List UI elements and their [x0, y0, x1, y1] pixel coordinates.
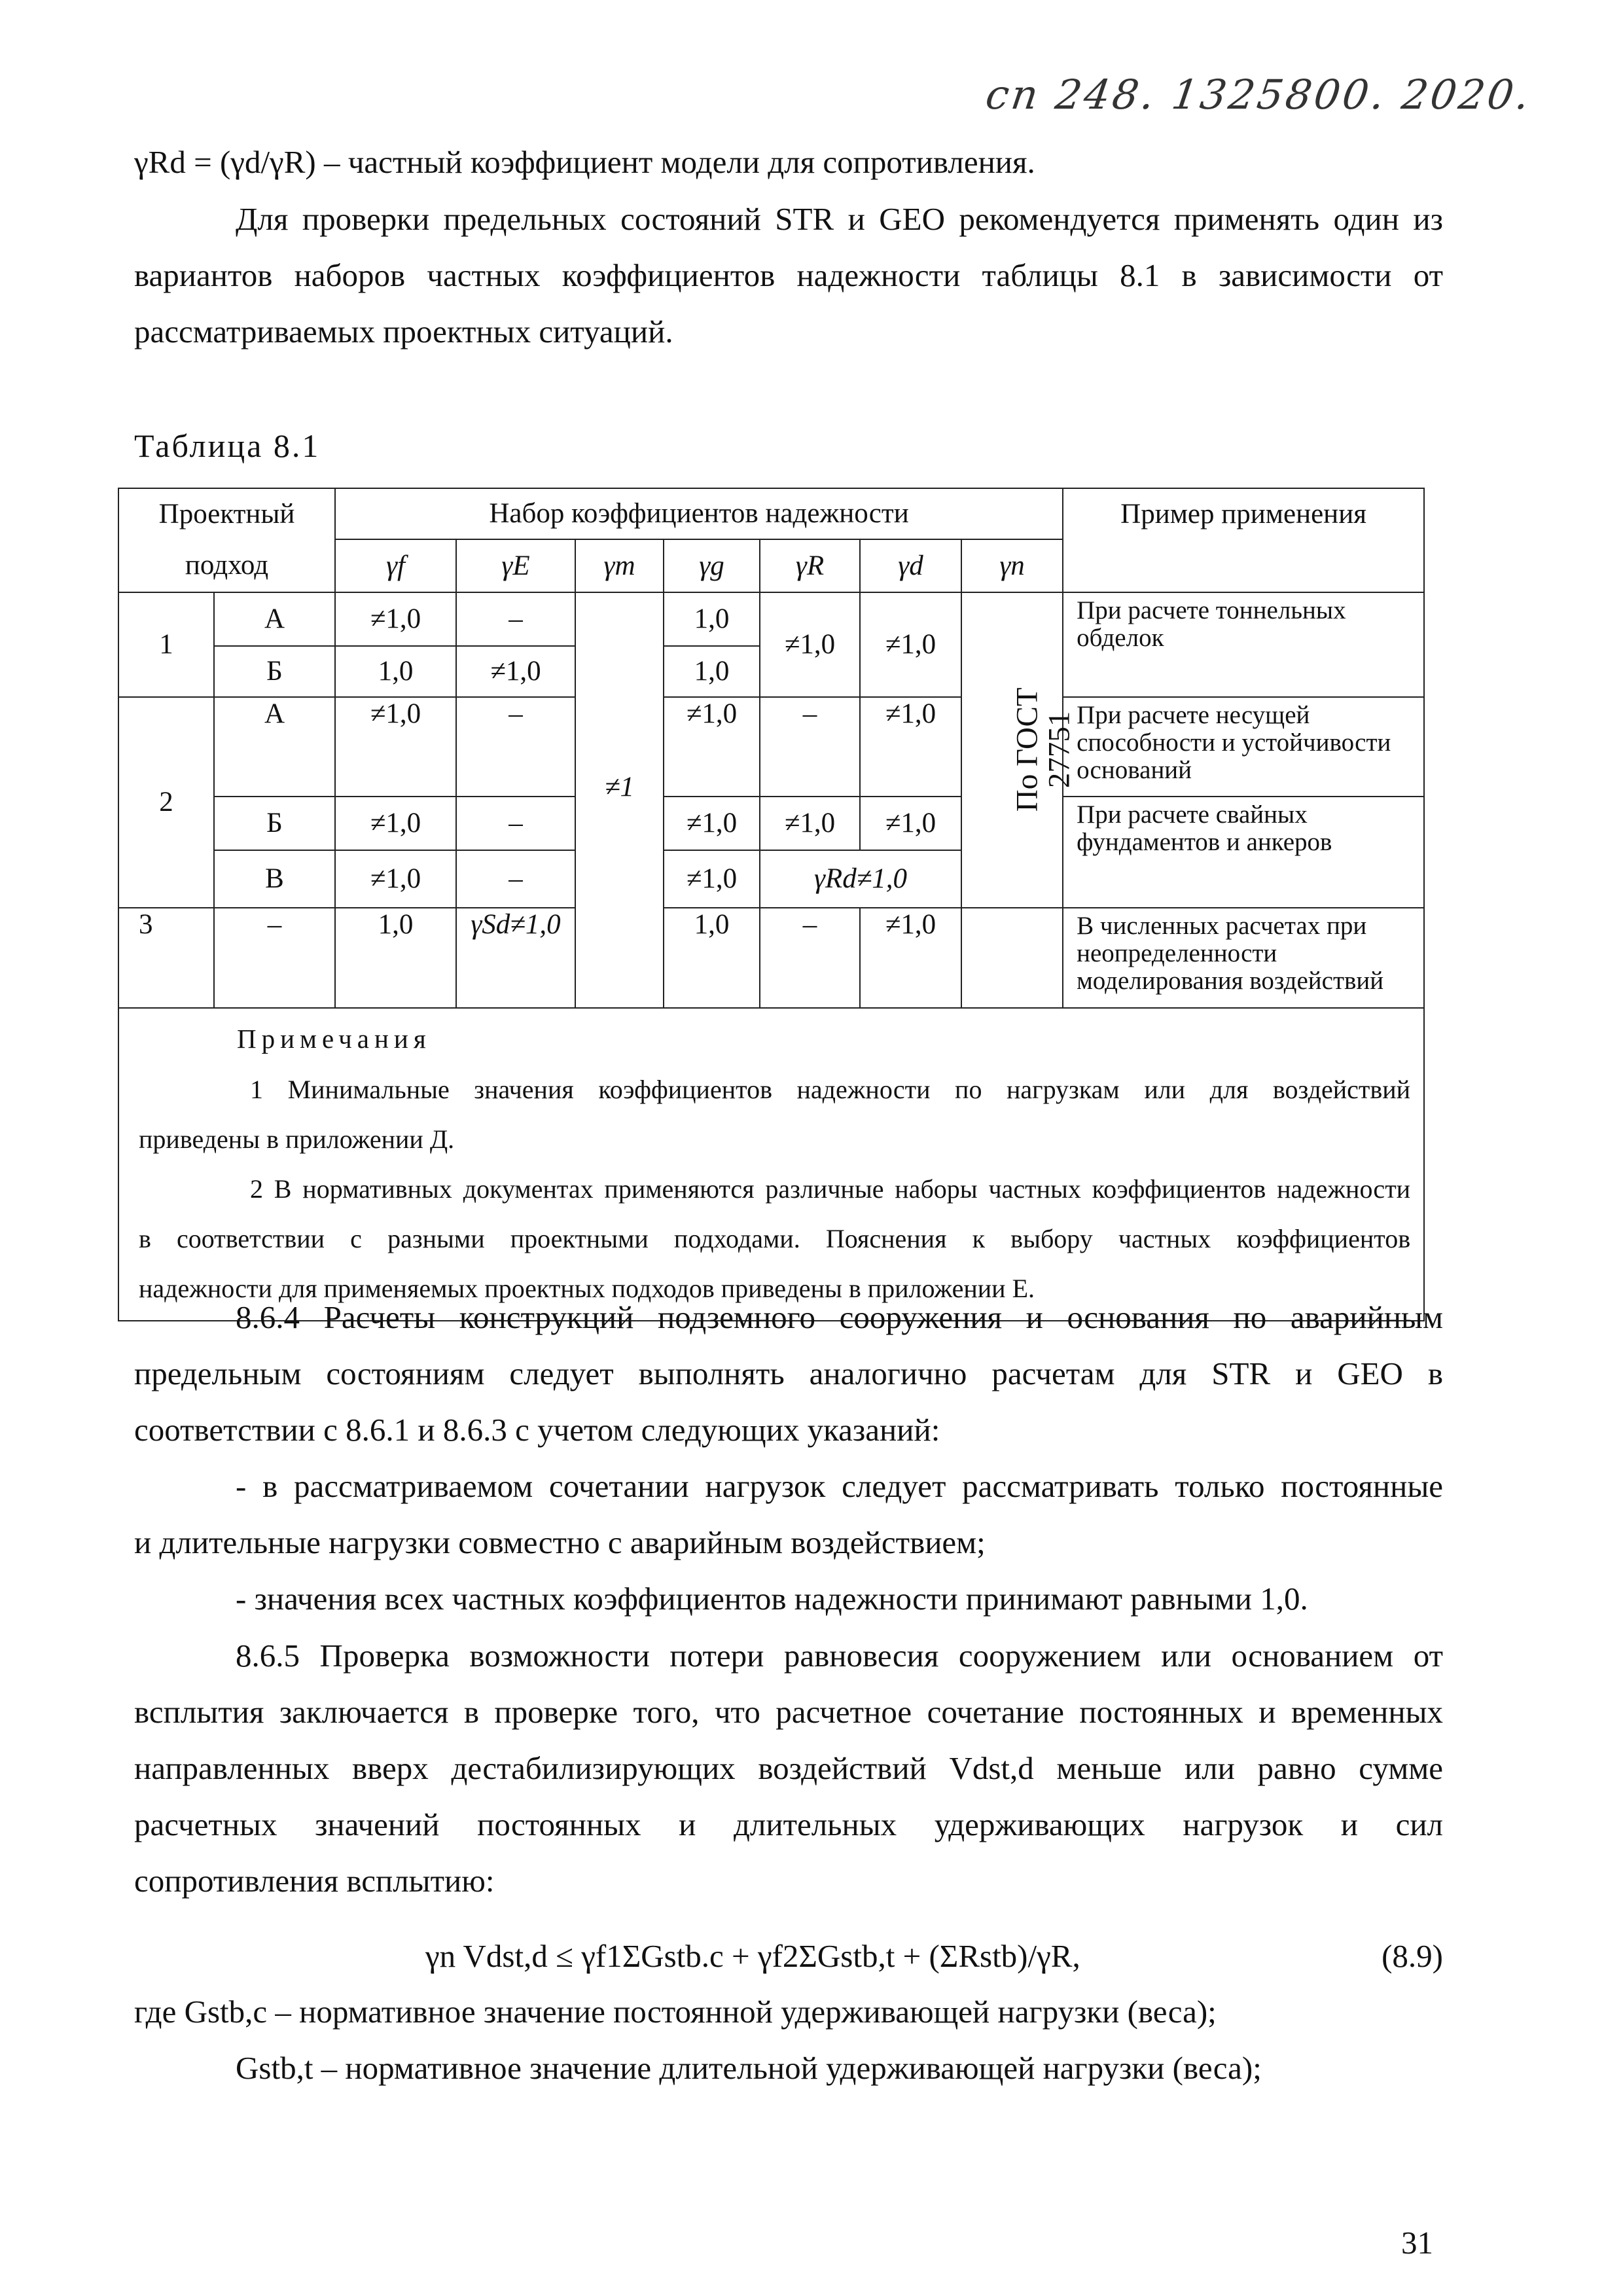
p865-line: 8.6.5 Проверка возможности потери равновесия сооружением или основанием от [236, 1638, 1443, 1674]
def-line: γRd = (γd/γR) – частный коэффициент модели для сопротивления. [134, 144, 1035, 180]
row2a-gd: ≠1,0 [860, 697, 961, 797]
p865-line: расчетных значений постоянных и длительных удерживающих нагрузок и сил [134, 1806, 1443, 1842]
row1-example: При расчете тоннельных обделок [1063, 592, 1424, 697]
row2b-gr: ≠1,0 [760, 797, 860, 850]
row2b-ge: – [456, 797, 575, 850]
header-gamma-n: γn [961, 539, 1063, 592]
row2-number: 2 [118, 697, 214, 908]
table-caption: Таблица 8.1 [134, 427, 321, 464]
bullet-line: - значения всех частных коэффициентов надежности принимают равными 1,0. [236, 1581, 1308, 1617]
notes-title: Примечания [237, 1024, 431, 1054]
header-approach: Проектный [118, 488, 335, 539]
row2a-gr: – [760, 697, 860, 797]
row3-gr: – [760, 908, 860, 1008]
row2b-gg: ≠1,0 [664, 797, 760, 850]
header-gamma-d: γd [860, 539, 961, 592]
row1-gd: ≠1,0 [860, 592, 961, 697]
header-gamma-f: γf [335, 539, 456, 592]
row3-gd: ≠1,0 [860, 908, 961, 1008]
note-line: приведены в приложении Д. [139, 1124, 455, 1154]
row3-gg: 1,0 [664, 908, 760, 1008]
row1b-gg: 1,0 [664, 646, 760, 697]
gn-empty-cell [961, 908, 1063, 1008]
row3-ge: γSd≠1,0 [456, 908, 575, 1008]
row3-gf: 1,0 [335, 908, 456, 1008]
where-line: где Gstb,c – нормативное значение постоянной удерживающей нагрузки (веса); [134, 1994, 1217, 2030]
header-gamma-m: γm [575, 539, 664, 592]
bullet-line: и длительные нагрузки совместно с аварийным воздействием; [134, 1524, 986, 1560]
row2b-gd: ≠1,0 [860, 797, 961, 850]
row2b-sub: Б [214, 797, 335, 850]
row2c-sub: В [214, 850, 335, 908]
handwritten-stamp: сп 248. 1325800. 2020. [982, 71, 1535, 118]
row1b-ge: ≠1,0 [456, 646, 575, 697]
p865-line: направленных вверх дестабилизирующих воздействий Vdst,d меньше или равно сумме [134, 1750, 1443, 1786]
header-approach-2: подход [118, 539, 335, 592]
where-line: Gstb,t – нормативное значение длительной удерживающей нагрузки (веса); [236, 2050, 1262, 2086]
row1a-gg: 1,0 [664, 592, 760, 646]
intro-paragraph-line: вариантов наборов частных коэффициентов надежности таблицы 8.1 в зависимости от [134, 257, 1443, 293]
header-gamma-r: γR [760, 539, 860, 592]
note-line: надежности для применяемых проектных подходов приведены в приложении Е. [139, 1273, 1035, 1303]
row2a-gf: ≠1,0 [335, 697, 456, 797]
gm-merged-cell: ≠1 [575, 592, 664, 1008]
row1a-gf: ≠1,0 [335, 592, 456, 646]
row3-sub: – [214, 908, 335, 1008]
row2a-gg: ≠1,0 [664, 697, 760, 797]
row2c-grd: γRd≠1,0 [760, 850, 961, 908]
header-example: Пример применения [1063, 488, 1424, 592]
formula-number: (8.9) [1382, 1938, 1443, 1974]
row3-example: В численных расчетах при неопределенности моделирования воздействий [1063, 908, 1424, 1008]
row1a-ge: – [456, 592, 575, 646]
row2a-example: При расчете несущей способности и устойчивости оснований [1063, 697, 1424, 797]
row1b-gf: 1,0 [335, 646, 456, 697]
row1-number: 1 [118, 592, 214, 697]
row2c-gg: ≠1,0 [664, 850, 760, 908]
coefficients-table [118, 488, 1425, 1321]
p864-line: предельным состояниям следует выполнять аналогично расчетам для STR и GEO в [134, 1355, 1443, 1391]
row2bc-example: При расчете свайных фундаментов и анкеров [1063, 797, 1424, 908]
p865-line: сопротивления всплытию: [134, 1863, 495, 1899]
intro-paragraph-line: рассматриваемых проектных ситуаций. [134, 314, 673, 350]
page-number: 31 [1401, 2225, 1433, 2261]
note-line: 1 Минимальные значения коэффициентов надежности по нагрузкам или для воздействий [250, 1074, 1411, 1104]
row2b-gf: ≠1,0 [335, 797, 456, 850]
bullet-line: - в рассматриваемом сочетании нагрузок следует рассматривать только постоянные [236, 1468, 1443, 1504]
p864-line: 8.6.4 Расчеты конструкций подземного сооружения и основания по аварийным [236, 1299, 1443, 1335]
header-gamma-g: γg [664, 539, 760, 592]
note-line: 2 В нормативных документах применяются различные наборы частных коэффициентов надежности [250, 1174, 1411, 1204]
row2a-sub: А [214, 697, 335, 797]
row2a-ge: – [456, 697, 575, 797]
intro-paragraph-line: Для проверки предельных состояний STR и GEO рекомендуется применять один из [236, 201, 1443, 237]
row3-number: 3 [118, 908, 214, 1008]
gn-value: По ГОСТ 27751 [1010, 687, 1077, 812]
row1b-sub: Б [214, 646, 335, 697]
gn-merged-cell [961, 592, 1077, 908]
header-gamma-e: γE [456, 539, 575, 592]
row2c-gf: ≠1,0 [335, 850, 456, 908]
row1a-sub: А [214, 592, 335, 646]
row2c-ge: – [456, 850, 575, 908]
p864-line: соответствии с 8.6.1 и 8.6.3 с учетом следующих указаний: [134, 1412, 940, 1448]
formula-8-9: γn Vdst,d ≤ γf1ΣGstb.c + γf2ΣGstb,t + (ΣRstb)/γR, [425, 1938, 1080, 1974]
note-line: в соответствии с разными проектными подходами. Пояснения к выбору частных коэффициентов [139, 1223, 1411, 1253]
header-coeff-set: Набор коэффициентов надежности [335, 488, 1063, 539]
row1-gr: ≠1,0 [760, 592, 860, 697]
table-notes [118, 1008, 1424, 1321]
p865-line: всплытия заключается в проверке того, что расчетное сочетание постоянных и временных [134, 1694, 1443, 1730]
